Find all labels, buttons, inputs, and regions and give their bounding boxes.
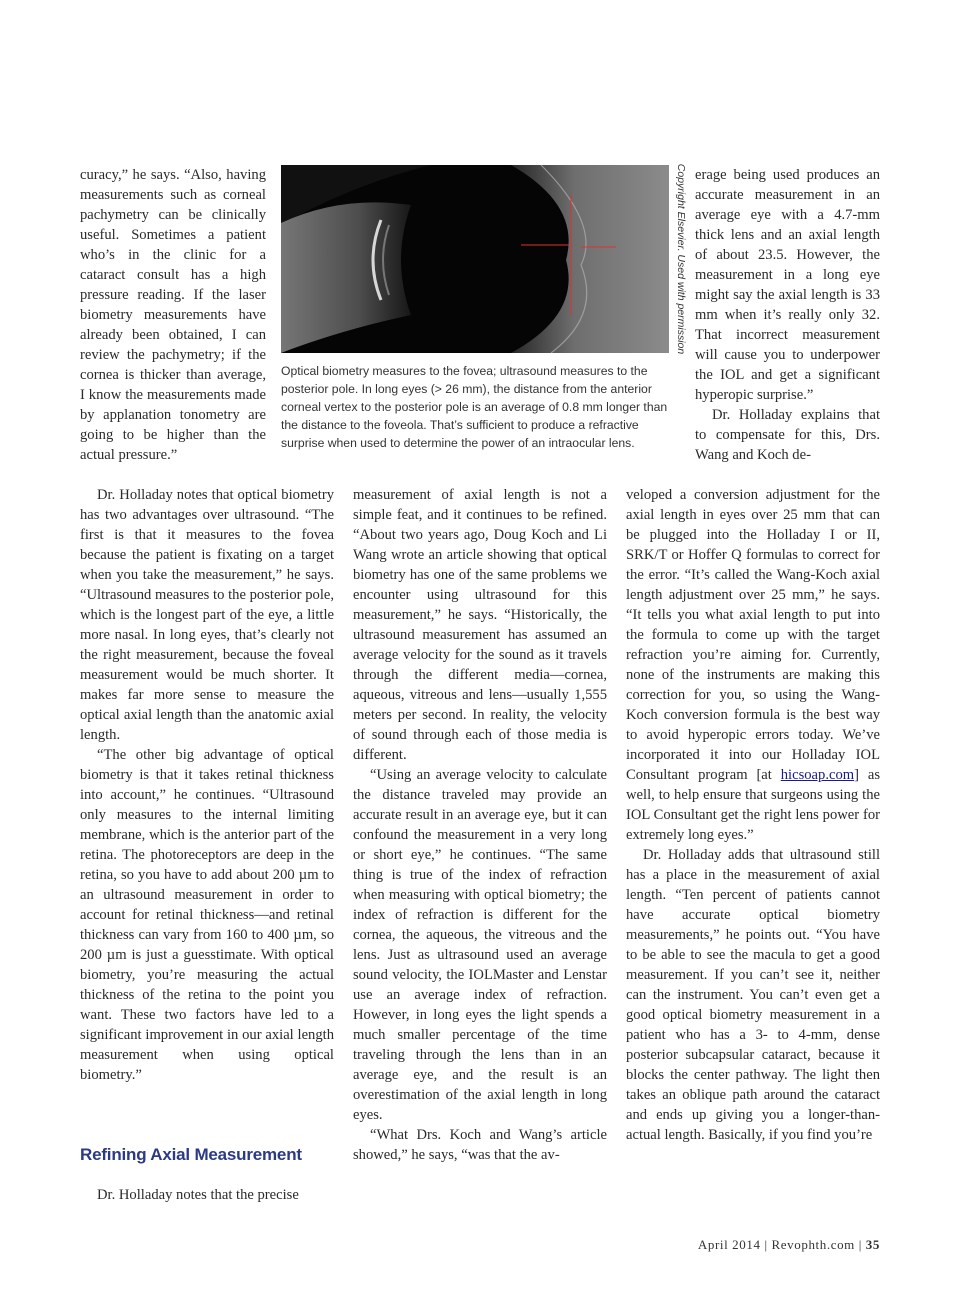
paragraph: measurement of axial length is not a simple feat, and it continues to be refined. “About two years ago, Doug Koch and Li Wang wrote an article showing that optical biometry has one of the same problems we encounter using ultrasound for this measurement,” he says. “Historically, the ultrasound measurement has assumed an average velocity for the sound as it travels through the different media—cornea, aqueous, vitreous and lens—usually 1,555 meters per second. In reality, the velocity of sound through each of those media is different.: [353, 487, 607, 763]
paragraph: “Using an average velocity to calculate the distance traveled may provide an accurate result in an average eye, but it can confound the measurement in a very long or short eye,” he continues. “The same thing is true of the index of refraction when measuring with optical biometry; the index of refraction is different for the cornea, the aqueous, the vitreous and the lens. Just as ultrasound used an average sound velocity, the IOLMaster and Lenstar use an average index of refraction. However, in long eyes the light spends a much smaller percentage of the time traveling through the lens than in an average eye, and the result is an overestimation of the axial length in long eyes.: [353, 767, 607, 1123]
column-1-end: [80, 1185, 334, 1205]
paragraph: erage being used produces an accurate measurement in an average eye with a 4.7-mm thick lens and an axial length of about 23.5. However, the measurement in a long eye might say the axial length is 33 mm when it’s really only 32. That incorrect measurement will cause you to underpower the IOL and get a significant hyperopic surprise.”: [695, 167, 880, 403]
hicsoap-link[interactable]: hicsoap.com: [780, 767, 855, 783]
paragraph: veloped a conversion adjustment for the axial length in eyes over 25 mm that can be plugged into the Holladay I or II, SRK/T or Hoffer Q formulas to correct for the error. “It’s called the Wang-Koch axial length adjustment over 25 mm,” he says. “It tells you what axial length to put into the formula to come up with the target refraction you’re aiming for. Currently, none of the instruments are making this correction for you, so using the Wang-Koch conversion formula is the best way to avoid hyperopic errors today. We’ve incorporated it into our Holladay IOL Consultant program [at hicsoap.com] as well, to help ensure that surgeons using the IOL Consultant get the right lens power for extremely long eyes.”: [626, 487, 880, 843]
section-heading: Refining Axial Measurement: [80, 1145, 302, 1164]
paragraph: Dr. Holladay explains that to compensate for this, Drs. Wang and Koch de-: [695, 407, 880, 463]
paragraph: Dr. Holladay adds that ultrasound still has a place in the measurement of axial length. “Ten percent of patients cannot have accurate optical biometry measurements,” he points out. “You have to be able to see the macula to get a good measurement. If you can’t see it, neither can the instrument. You can’t even get a good optical biometry measurement in a patient who has a 3- to 4-mm, dense posterior subcapsular cataract, because it blocks the center pathway. The light then takes an oblique path around the cataract and ends up giving you a longer-than-actual length. Basically, if you find you’re: [626, 847, 880, 1143]
paragraph: curacy,” he says. “Also, having measurements such as corneal pachymetry can be clinically useful. Sometimes a patient who’s in the clinic for a cataract consult has a high pressure reading. If the laser biometry measurements have already been obtained, I can review the pachymetry; if the cornea is thicker than average, I know the measurements made by applanation tonometry are going to be higher than the actual pressure.”: [80, 167, 266, 463]
figure-credit: Copyright Elsevier. Used with permission: [675, 163, 687, 355]
page-number: 35: [865, 1237, 880, 1252]
issue-date: April 2014: [697, 1237, 761, 1252]
paragraph: Dr. Holladay notes that the precise: [97, 1187, 299, 1203]
paragraph: “What Drs. Koch and Wang’s article showed,” he says, “was that the av-: [353, 1127, 607, 1163]
column-3-top: [695, 165, 880, 465]
paragraph: “The other big advantage of optical biometry is that it takes retinal thickness into account,” he continues. “Ultrasound only measures to the internal limiting membrane, which is the anterior part of the retina. The photoreceptors are deep in the retina, so you have to add about 200 µm to an ultrasound measurement in order to account for retinal thickness—and retinal thickness can vary from 160 to 400 µm, so 200 µm is just a guesstimate. With optical biometry, you’re measuring the actual thickness of the retina to the point you want. These two factors have led to a significant improvement in our axial length measurement when using optical biometry.”: [80, 747, 334, 1083]
eye-scan-image: [281, 165, 669, 353]
column-1-bottom: [80, 485, 334, 1085]
site-name: Revophth.com: [771, 1237, 855, 1252]
paragraph: Dr. Holladay notes that optical biometry has two advantages over ultrasound. “The first is that it measures to the fovea because the patient is fixating on a target when you take the measurement,” he says. “Ultrasound measures to the posterior pole, which is the longest part of the eye, a little more nasal. In long eyes, that’s clearly not the right measurement, because the foveal measurement would be much shorter. It makes far more sense to measure the optical axial length than the anatomic axial length.: [80, 487, 334, 743]
column-1-top: [80, 165, 266, 465]
column-2: [353, 485, 607, 1165]
column-3-bottom: [626, 485, 880, 1145]
page-footer: April 2014 | Revophth.com | 35: [697, 1237, 880, 1252]
figure-caption: Optical biometry measures to the fovea; ultrasound measures to the posterior pole. In long eyes (> 26 mm), the distance from the anterior corneal vertex to the posterior pole is an average of 0.8 mm longer than the distance to the foveola. That’s sufficient to produce a refractive surprise when used to determine the power of an intraocular lens.: [281, 364, 668, 450]
ultrasound-figure: [281, 165, 669, 353]
